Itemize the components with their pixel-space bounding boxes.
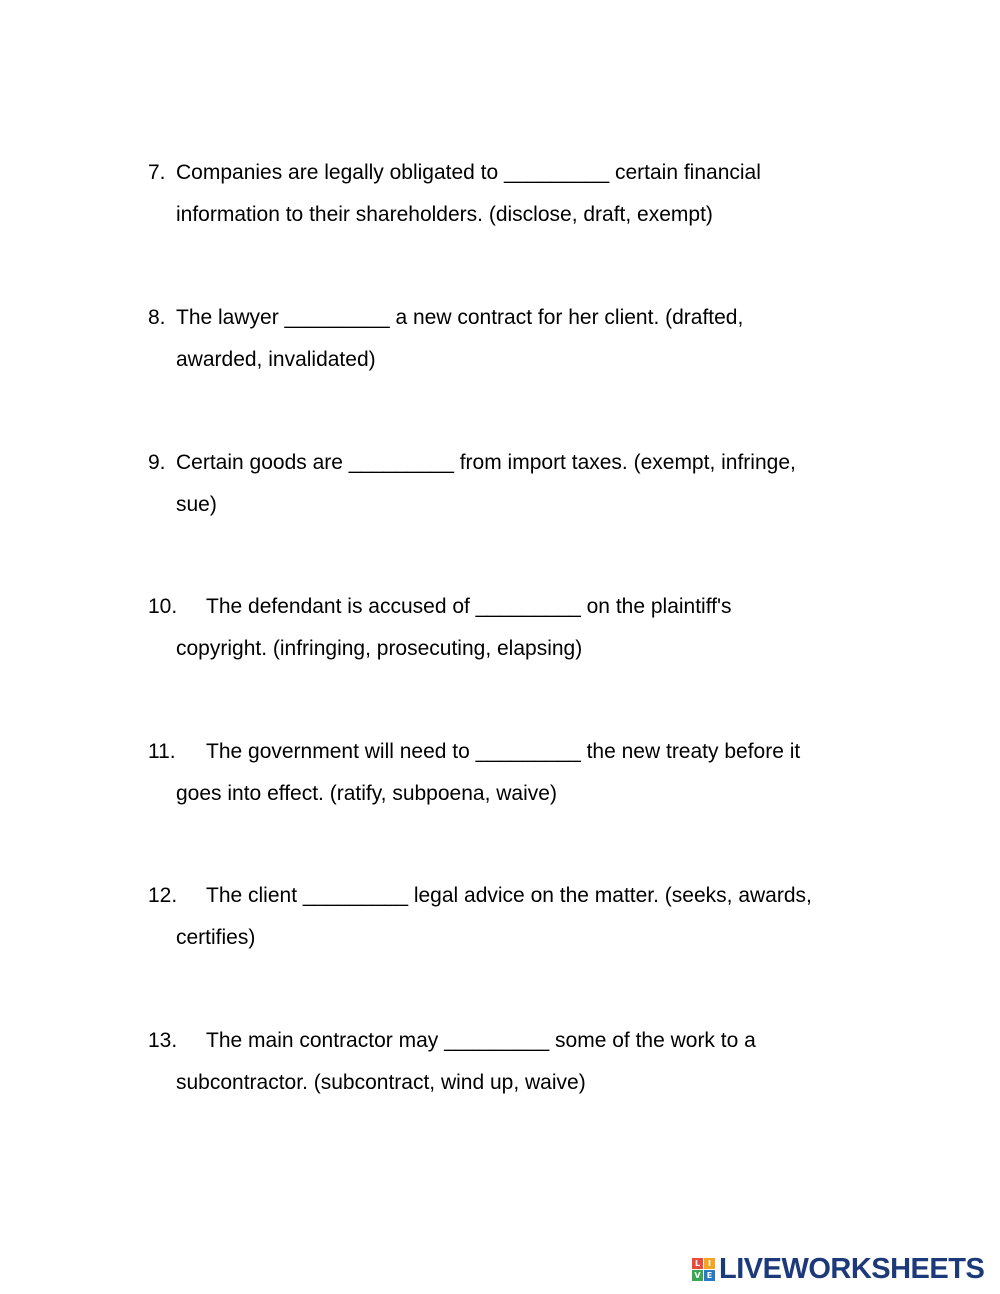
question-10 (148, 586, 878, 670)
question-line-2: certifies) (176, 926, 256, 949)
question-number: 13. (148, 1029, 178, 1052)
question-number: 8. (148, 306, 166, 329)
question-8 (148, 297, 878, 381)
question-12 (148, 875, 878, 959)
question-line-1 (148, 297, 878, 339)
logo-block-e: E (704, 1270, 715, 1281)
question-number: 7. (148, 161, 166, 184)
question-line-1 (148, 1020, 878, 1062)
question-line-2: information to their shareholders. (disclose, draft, exempt) (176, 203, 713, 226)
question-number: 9. (148, 451, 166, 474)
question-text: The lawyer _________ a new contract for her client. (drafted, (176, 306, 744, 329)
question-7 (148, 152, 878, 236)
logo-block-i: I (704, 1258, 715, 1269)
question-text: The client _________ legal advice on the matter. (seeks, awards, (206, 884, 812, 907)
question-text: The main contractor may _________ some of the work to a (206, 1029, 756, 1052)
question-11 (148, 731, 878, 815)
logo-text: LIVEWORKSHEETS (719, 1252, 985, 1285)
question-line-2: awarded, invalidated) (176, 348, 376, 371)
logo-blocks-icon (692, 1258, 715, 1281)
question-line-2: copyright. (infringing, prosecuting, elapsing) (176, 637, 583, 660)
question-text: Certain goods are _________ from import taxes. (exempt, infringe, (176, 451, 796, 474)
question-text: The defendant is accused of _________ on the plaintiff's (206, 595, 732, 618)
question-line-1 (148, 152, 878, 194)
question-line-1 (148, 442, 878, 484)
question-line-2: sue) (176, 493, 217, 516)
question-number: 10. (148, 595, 178, 618)
question-number: 11. (148, 740, 176, 763)
logo-block-v: V (692, 1270, 703, 1281)
question-text: The government will need to _________ the new treaty before it (206, 740, 801, 763)
question-line-2: goes into effect. (ratify, subpoena, waive) (176, 782, 557, 805)
question-9 (148, 442, 878, 526)
question-text: Companies are legally obligated to _________ certain financial (176, 161, 761, 184)
question-13 (148, 1020, 878, 1104)
question-line-1 (148, 731, 878, 773)
question-number: 12. (148, 884, 178, 907)
liveworksheets-logo (692, 1254, 984, 1284)
question-line-1 (148, 586, 878, 628)
question-line-1 (148, 875, 878, 917)
logo-block-l: L (692, 1258, 703, 1269)
question-line-2: subcontractor. (subcontract, wind up, waive) (176, 1071, 586, 1094)
